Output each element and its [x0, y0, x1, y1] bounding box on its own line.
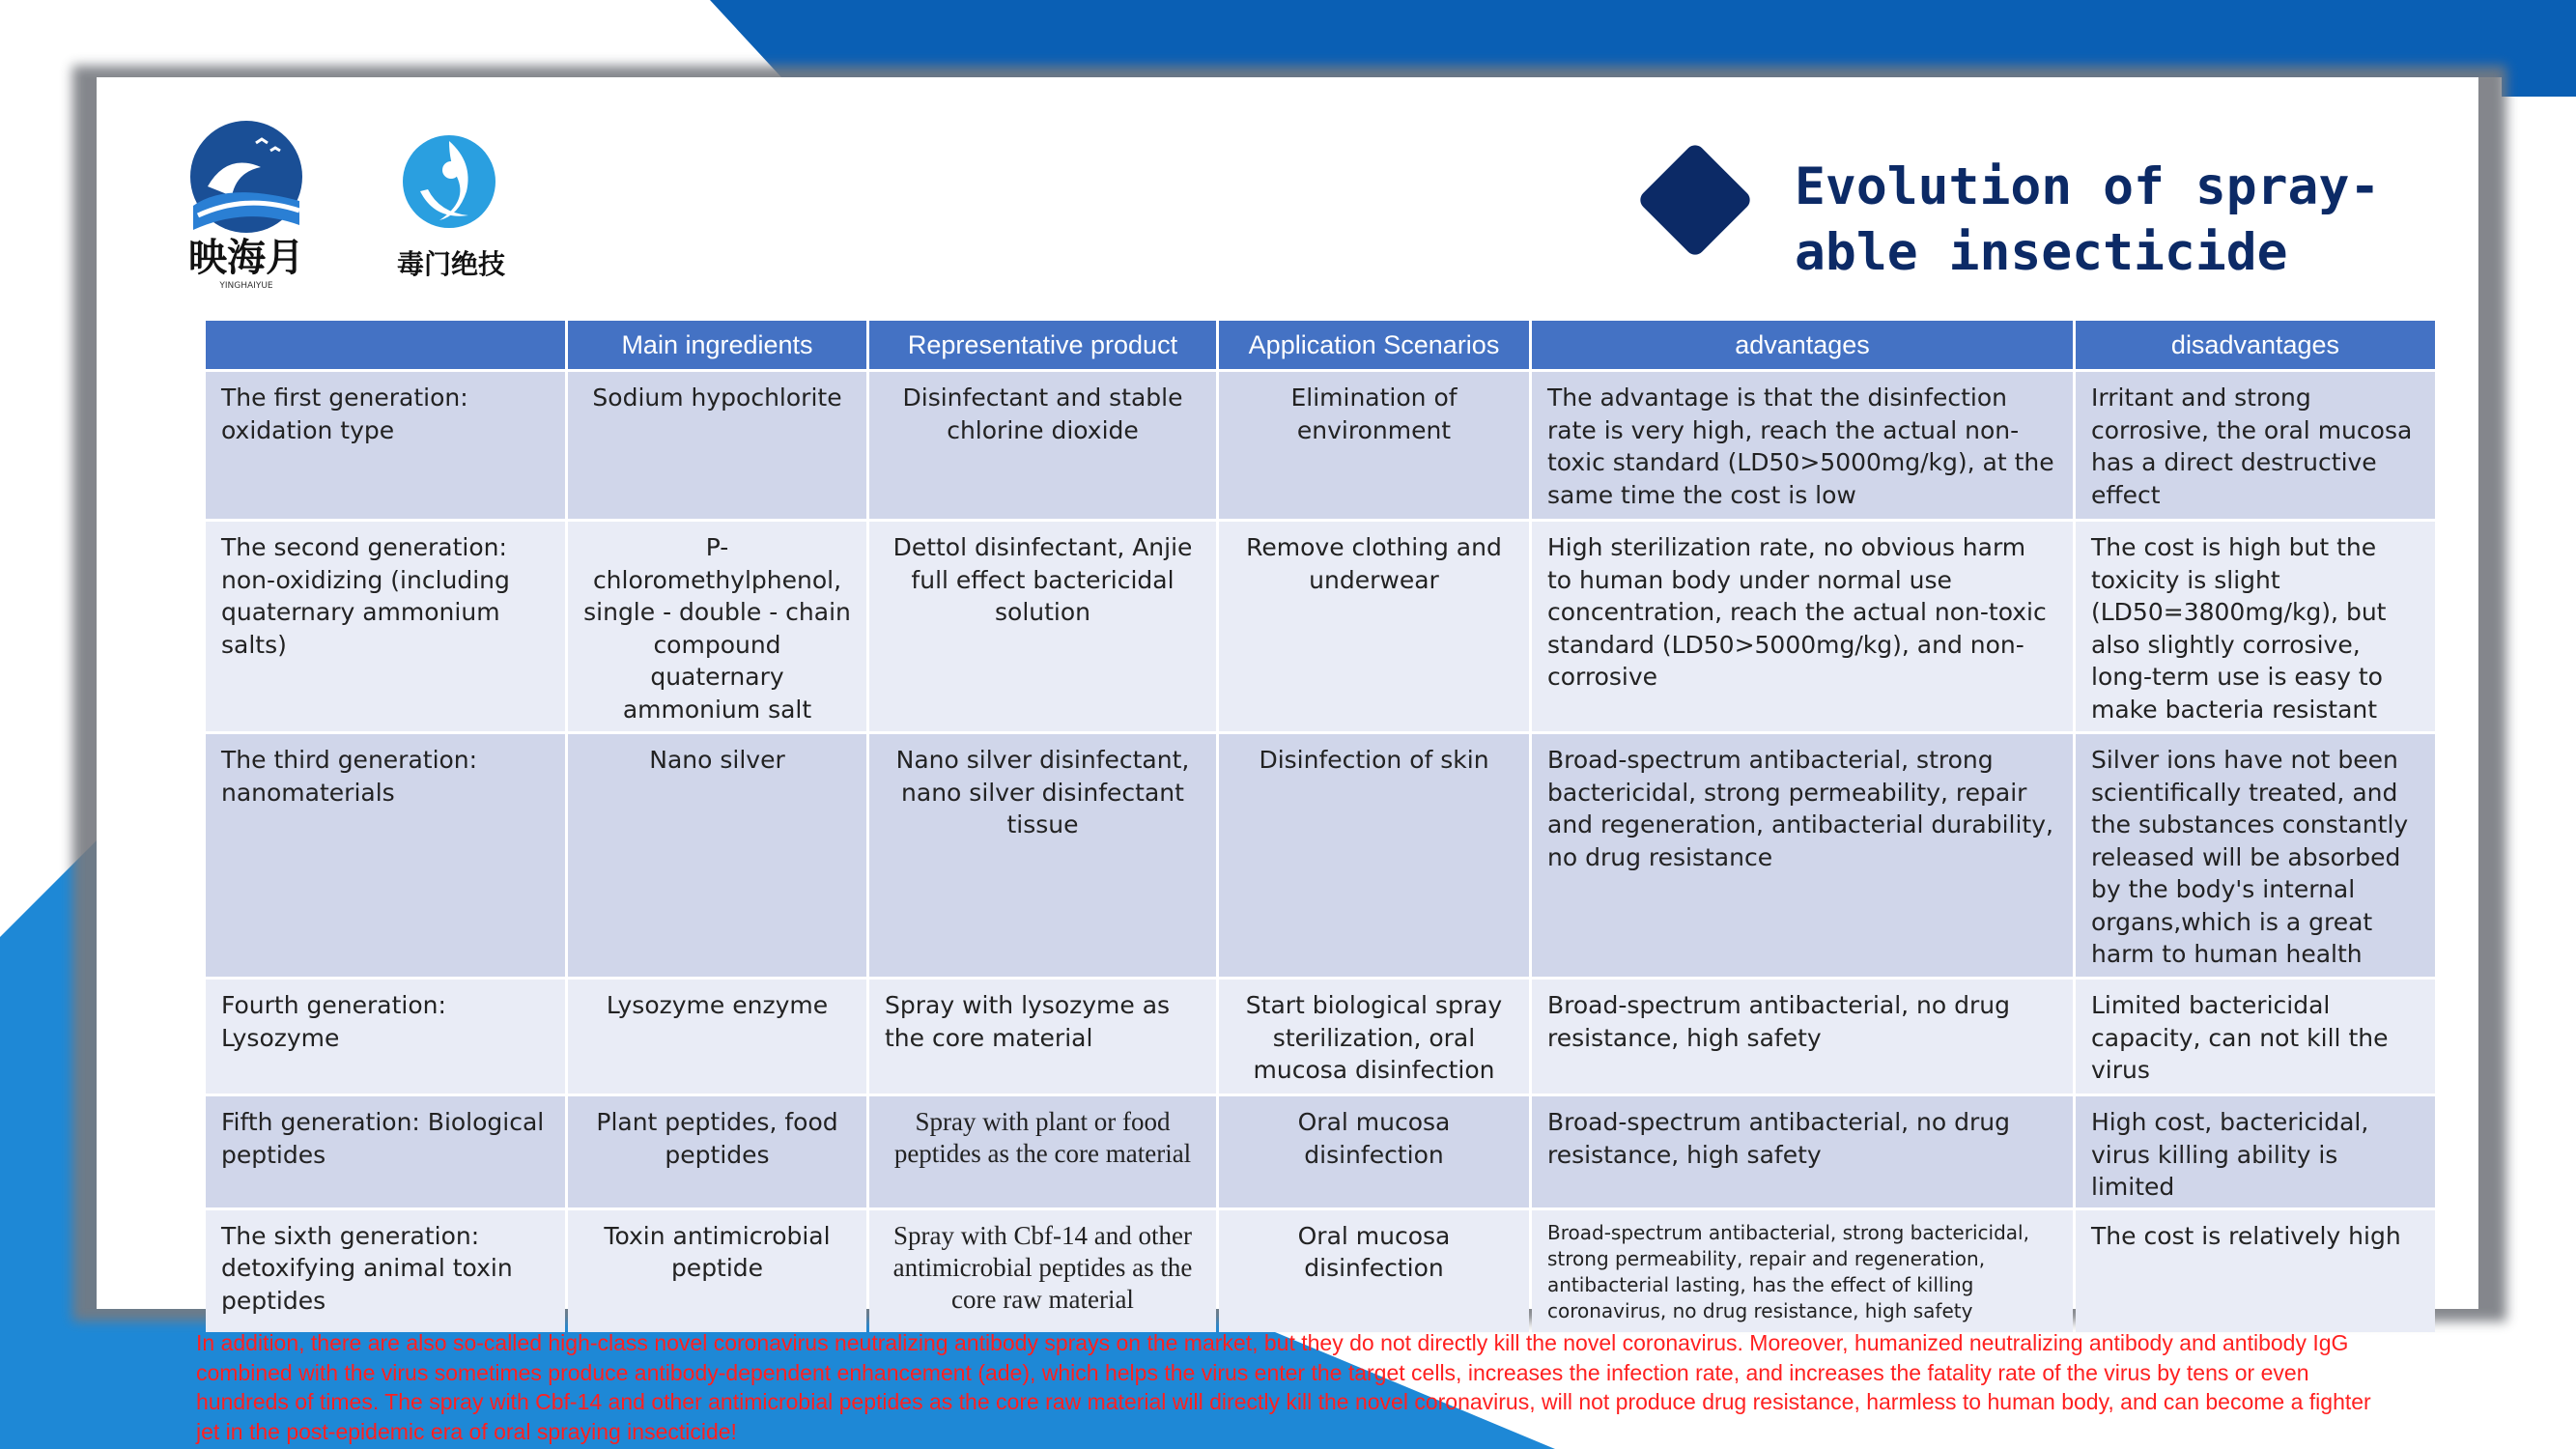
cell-product: Spray with plant or food peptides as the core material: [869, 1096, 1216, 1208]
cell-ingredients: P-chloromethylphenol, single - double - chain compound quaternary ammonium salt: [568, 522, 866, 731]
cell-advantages: Broad-spectrum antibacterial, strong bactericidal, strong permeability, repair and regeneration, antibacterial durability, no drug resistance: [1532, 734, 2073, 977]
cell-generation: Fourth generation: Lysozyme: [206, 980, 565, 1094]
cell-product: Nano silver disinfectant, nano silver disinfectant tissue: [869, 734, 1216, 977]
cell-scenario: Remove clothing and underwear: [1219, 522, 1529, 731]
slide-title: Evolution of spray-able insecticide: [1795, 157, 2381, 282]
header-ingredients: Main ingredients: [568, 321, 866, 369]
table-row: [206, 1096, 2435, 1208]
cell-generation: The third generation: nanomaterials: [206, 734, 565, 977]
cell-generation: Fifth generation: Biological peptides: [206, 1096, 565, 1208]
cell-generation: The first generation: oxidation type: [206, 372, 565, 519]
header-disadvantages: disadvantages: [2076, 321, 2435, 369]
logo2-text: 毒门绝技: [396, 248, 506, 280]
cell-disadvantages: Silver ions have not been scientifically treated, and the substances constantly released will be absorbed by the body's internal organs,which is a great harm to human health: [2076, 734, 2435, 977]
cell-disadvantages: The cost is relatively high: [2076, 1210, 2435, 1332]
logo1-sub: YINGHAIYUE: [219, 281, 273, 291]
cell-ingredients: Plant peptides, food peptides: [568, 1096, 866, 1208]
cell-ingredients: Nano silver: [568, 734, 866, 977]
cell-scenario: Oral mucosa disinfection: [1219, 1096, 1529, 1208]
cell-scenario: Disinfection of skin: [1219, 734, 1529, 977]
cell-ingredients: Toxin antimicrobial peptide: [568, 1210, 866, 1332]
cell-ingredients: Lysozyme enzyme: [568, 980, 866, 1094]
cell-advantages: Broad-spectrum antibacterial, no drug resistance, high safety: [1532, 1096, 2073, 1208]
cell-generation: The second generation: non-oxidizing (including quaternary ammonium salts): [206, 522, 565, 731]
cell-scenario: Oral mucosa disinfection: [1219, 1210, 1529, 1332]
cell-advantages: The advantage is that the disinfection rate is very high, reach the actual non-toxic standard (LD50>5000mg/kg), at the same time the cost is low: [1532, 372, 2073, 519]
cell-advantages: High sterilization rate, no obvious harm to human body under normal use concentration, reach the actual non-toxic standard (LD50>5000mg/kg), and non-corrosive: [1532, 522, 2073, 731]
table-row: [206, 734, 2435, 977]
table-row: [206, 522, 2435, 731]
header-scenario: Application Scenarios: [1219, 321, 1529, 369]
cell-product: Spray with Cbf-14 and other antimicrobial peptides as the core raw material: [869, 1210, 1216, 1332]
logo1-text: 映海月: [188, 235, 304, 280]
cell-disadvantages: Irritant and strong corrosive, the oral mucosa has a direct destructive effect: [2076, 372, 2435, 519]
footnote-text: In addition, there are also so-called high-class novel coronavirus neutralizing antibody sprays on the market, but they do not directly kill the novel coronavirus. Moreover, humanized neutralizing antibody and antibody IgG combined with the virus sometimes produce antibody-dependent enhancement (ade), which helps the virus enter the target cells, increases the infection rate, and increases the fatality rate of the virus by tens or even hundreds of times. The spray with Cbf-14 and other antimicrobial peptides as the core raw material will directly kill the novel coronavirus, will not produce drug resistance, harmless to human body, and can become a fighter jet in the post-epidemic era of oral spraying insecticide!: [196, 1330, 2371, 1444]
cell-disadvantages: The cost is high but the toxicity is slight (LD50=3800mg/kg), but also slightly corrosive, long-term use is easy to make bacteria resistant: [2076, 522, 2435, 731]
cell-disadvantages: Limited bactericidal capacity, can not kill the virus: [2076, 980, 2435, 1094]
cell-advantages: Broad-spectrum antibacterial, strong bactericidal, strong permeability, repair and regeneration, antibacterial lasting, has the effect of killing coronavirus, no drug resistance, high safety: [1532, 1210, 2073, 1332]
table-row: [206, 980, 2435, 1094]
cell-ingredients: Sodium hypochlorite: [568, 372, 866, 519]
cell-advantages: Broad-spectrum antibacterial, no drug resistance, high safety: [1532, 980, 2073, 1094]
cell-product: Spray with lysozyme as the core material: [869, 980, 1216, 1094]
cell-generation: The sixth generation: detoxifying animal toxin peptides: [206, 1210, 565, 1332]
cell-disadvantages: High cost, bactericidal, virus killing ability is limited: [2076, 1096, 2435, 1208]
cell-scenario: Start biological spray sterilization, oral mucosa disinfection: [1219, 980, 1529, 1094]
dumenjueji-logo: [382, 124, 522, 288]
cell-product: Disinfectant and stable chlorine dioxide: [869, 372, 1216, 519]
top-right-blue-block: [2502, 0, 2576, 97]
yinghaiyue-logo: [169, 114, 324, 293]
table-row: [206, 1210, 2435, 1332]
insecticide-evolution-table: [203, 318, 2438, 1335]
table-header-row: [206, 321, 2435, 369]
header-advantages: advantages: [1532, 321, 2073, 369]
cell-scenario: Elimination of environment: [1219, 372, 1529, 519]
header-product: Representative product: [869, 321, 1216, 369]
cell-product: Dettol disinfectant, Anjie full effect bactericidal solution: [869, 522, 1216, 731]
header-generation: [206, 321, 565, 369]
table-row: [206, 372, 2435, 519]
